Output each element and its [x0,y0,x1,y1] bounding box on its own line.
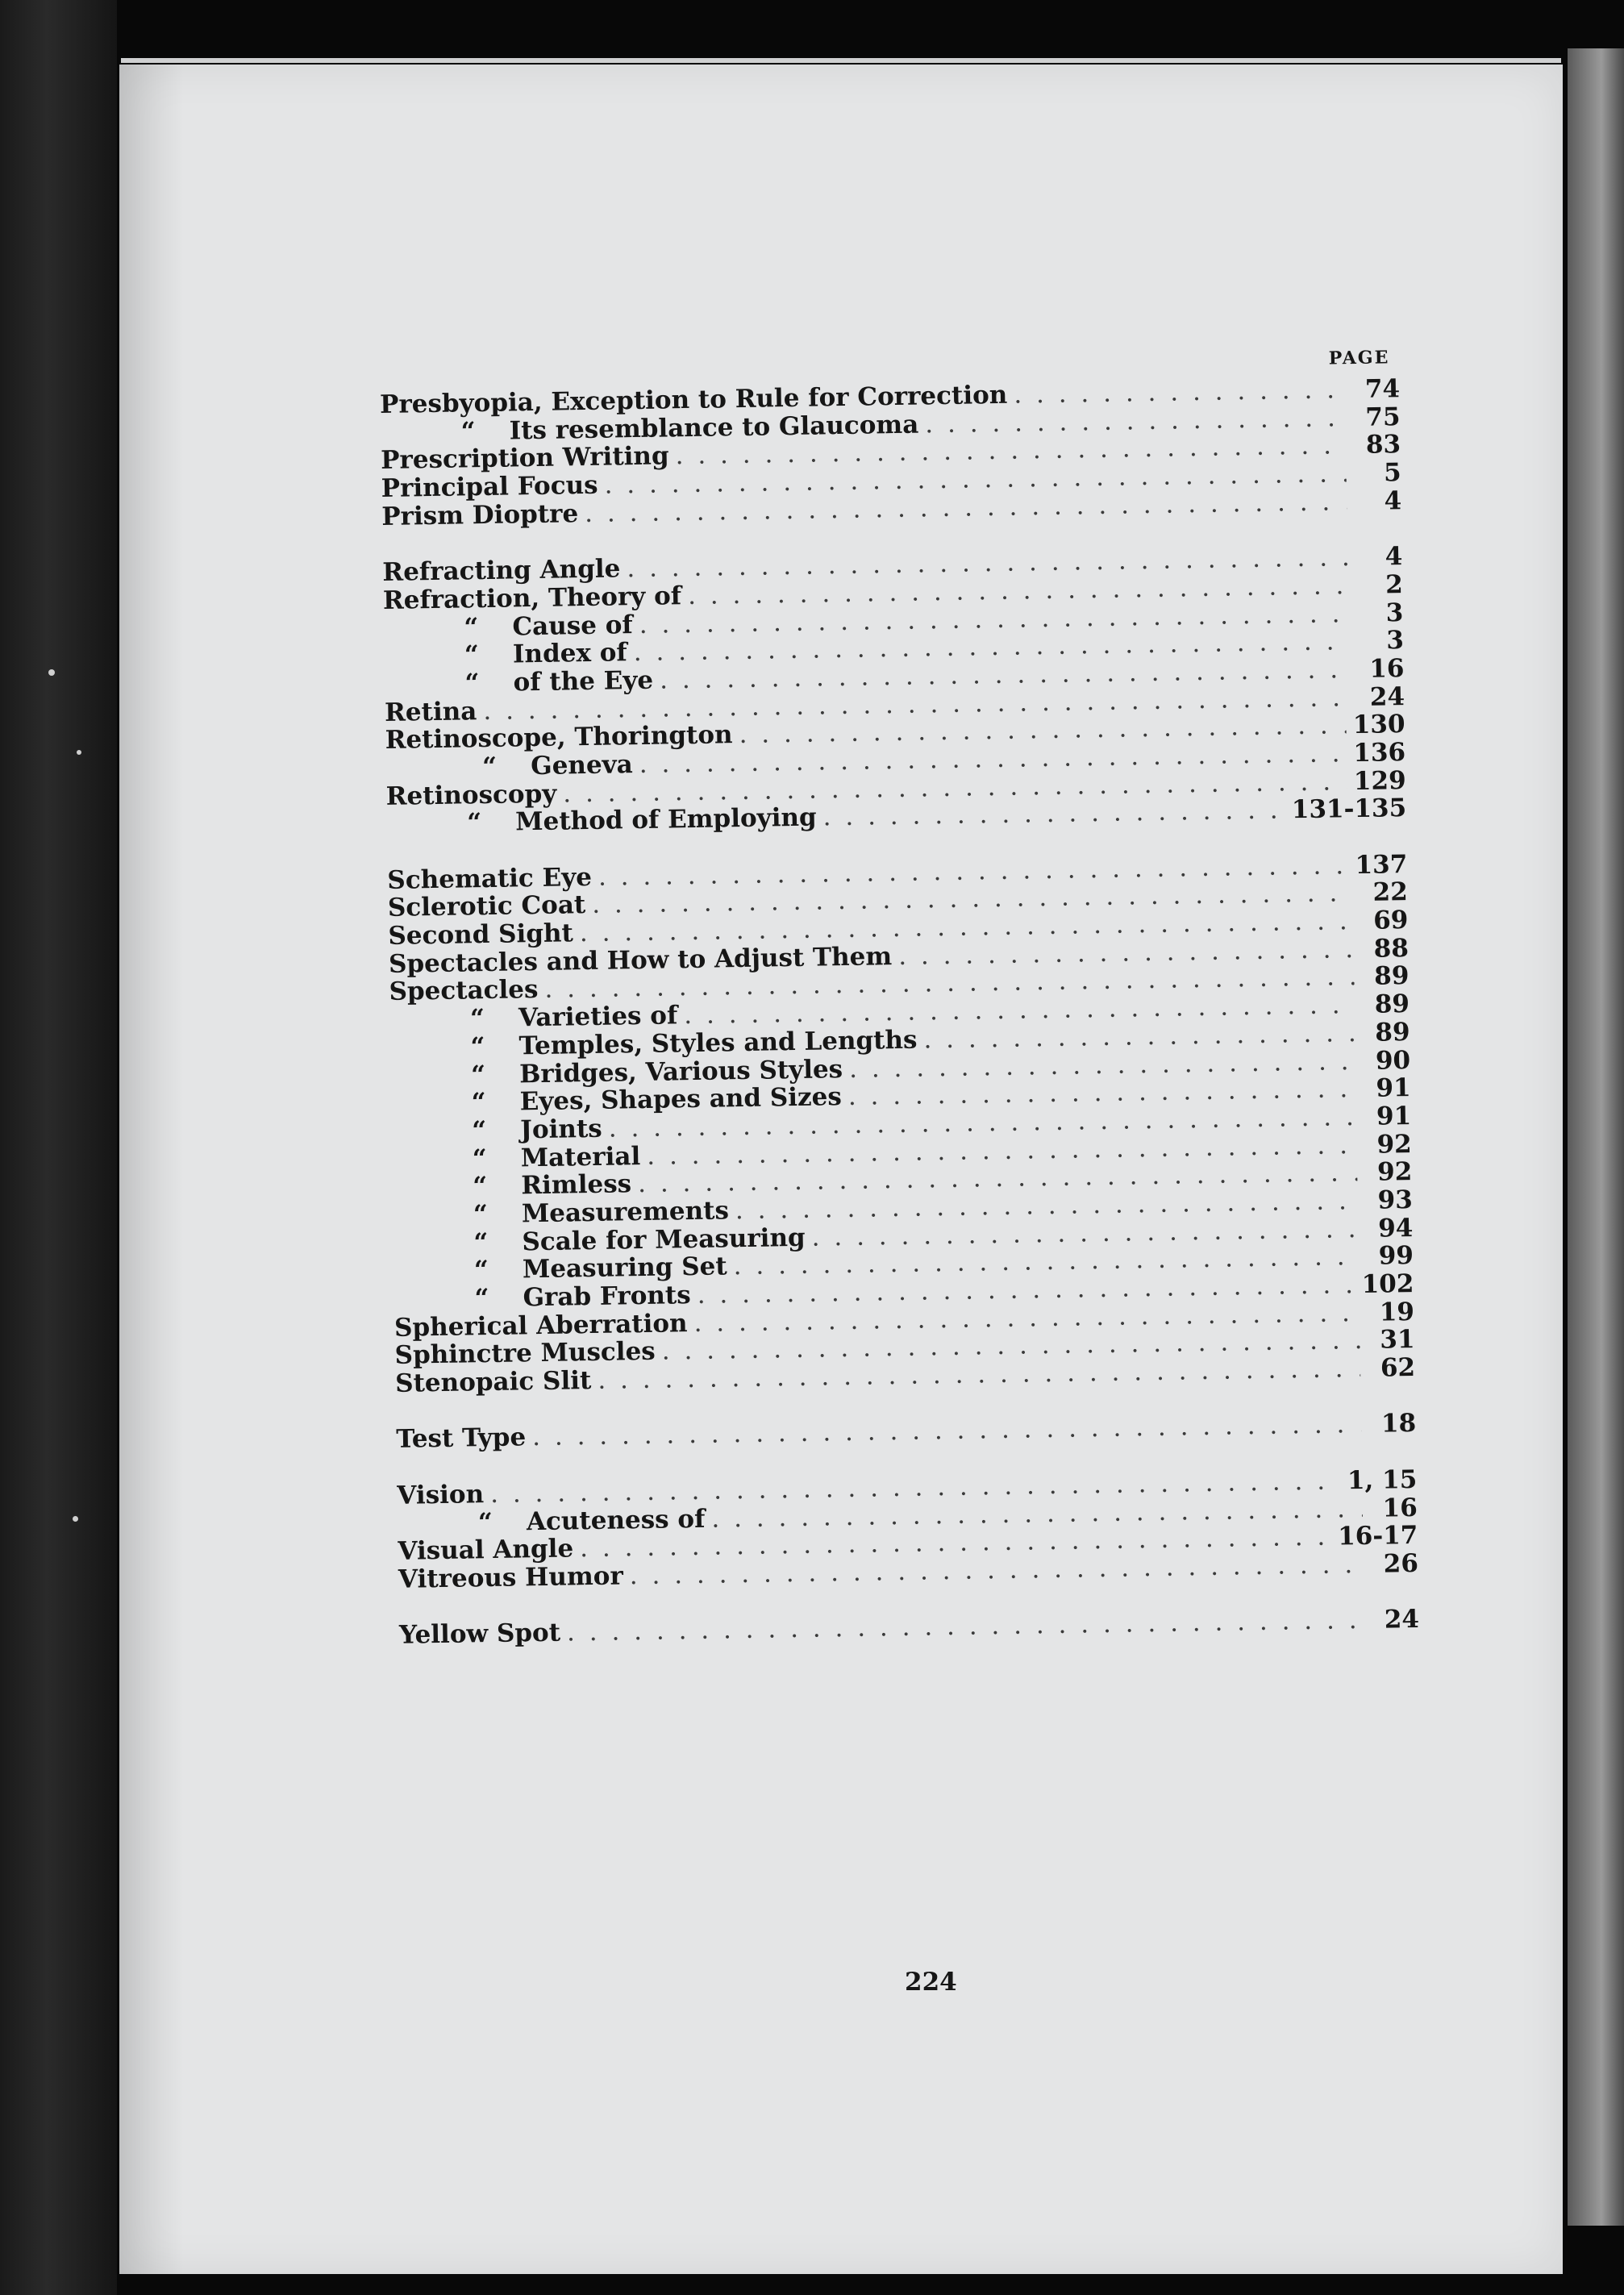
entry-page: 22 [1372,877,1409,908]
entry-page: 91 [1376,1101,1412,1131]
entry-indent [390,1055,471,1056]
entry-indent [394,1306,475,1308]
entry-page: 89 [1374,989,1410,1019]
entry-page: 18 [1380,1409,1417,1439]
entry-page: 102 [1361,1268,1414,1299]
entry-indent [385,775,482,777]
entry-label: Stenopaic Slit [394,1366,592,1398]
entry-label: Retina [384,696,477,727]
ditto-mark: “ [473,1227,489,1257]
ditto-mark: “ [474,1284,489,1314]
scan-right-border [1568,48,1624,2226]
ditto-mark: “ [464,612,479,642]
entry-label: Schematic Eye [387,862,593,895]
entry-page: 2 [1385,569,1404,600]
entry-page: 69 [1372,906,1409,935]
entry-page: 129 [1353,765,1406,796]
entry-label: Vision [397,1479,485,1510]
entry-indent [390,1083,471,1085]
entry-page: 16 [1382,1493,1418,1523]
entry-page: 16-17 [1337,1521,1418,1552]
entry-page: 24 [1384,1605,1420,1635]
entry-label: Principal Focus [381,470,598,504]
entry-indent [394,1251,474,1252]
index-entries [380,375,1419,1650]
entry-page: 4 [1384,485,1402,516]
dust-speck [77,750,81,755]
entry-indent [386,831,467,833]
ditto-mark: “ [473,1256,489,1285]
entry-page: 92 [1376,1157,1413,1187]
entry-label: Spherical Aberration [394,1308,688,1343]
entry-indent [384,664,464,665]
entry-label: Acuteness of [526,1504,706,1536]
ditto-mark: “ [473,1199,489,1230]
entry-page: 90 [1375,1045,1411,1076]
ditto-mark: “ [470,1031,485,1062]
entry-indent [389,1027,470,1028]
entry-page: 88 [1373,933,1410,964]
entry-page: 136 [1353,738,1406,768]
entry-page: 89 [1373,961,1410,992]
entry-page: 93 [1377,1185,1414,1215]
entry-page: 131-135 [1291,793,1407,825]
entry-page: 74 [1364,374,1401,404]
page-column-header: PAGE [1328,347,1390,369]
entry-page: 62 [1380,1353,1416,1383]
entry-page: 89 [1375,1017,1410,1048]
entry-label: Spectacles and How to Adjust Them [388,941,893,979]
entry-indent [394,1279,474,1281]
entry-label: Retinoscope, Thorington [385,720,733,756]
page-top-edge [121,58,1561,63]
entry-page: 26 [1383,1548,1419,1579]
entry-label: Cause of [512,610,634,641]
dust-speck [73,1516,78,1522]
entry-label: Temples, Styles and Lengths [518,1025,918,1061]
ditto-mark: “ [470,1060,486,1089]
entry-page: 1, 15 [1347,1464,1418,1496]
entry-label: Yellow Spot [398,1618,561,1651]
ditto-mark: “ [464,668,480,698]
ditto-mark: “ [467,808,482,838]
entry-label: Prescription Writing [380,441,669,476]
entry-label: Measurements [521,1196,730,1229]
ditto-mark: “ [472,1115,487,1146]
entry-label: Measuring Set [522,1252,727,1285]
entry-page: 137 [1355,849,1408,880]
ditto-mark: “ [472,1143,487,1173]
entry-indent [393,1195,473,1197]
entry-page: 3 [1386,626,1405,656]
entry-label: Sphinctre Muscles [394,1337,656,1371]
entry-label: Geneva [530,750,634,781]
entry-label: of the Eye [513,665,654,698]
scan-left-border [0,0,117,2295]
entry-indent [398,1531,478,1532]
entry-label: Second Sight [388,918,574,951]
entry-page: 83 [1365,430,1401,460]
entry-indent [391,1110,472,1112]
entry-label: Material [520,1141,641,1172]
entry-page: 5 [1383,458,1401,488]
entry-page: 24 [1369,681,1405,712]
entry-page: 130 [1352,710,1405,740]
entry-label: Spectacles [389,975,539,1007]
page-shadow [119,65,184,2274]
entry-indent [393,1222,473,1224]
entry-indent [392,1167,473,1168]
ditto-mark: “ [464,640,480,670]
entry-page: 19 [1379,1297,1415,1327]
ditto-mark: “ [469,1004,485,1034]
entry-label: Bridges, Various Styles [518,1054,843,1089]
ditto-mark: “ [471,1088,486,1118]
entry-label: Index of [512,638,628,669]
ditto-mark: “ [481,752,498,781]
entry-label: Joints [519,1114,602,1145]
entry-label: Refraction, Theory of [382,581,682,615]
entry-label: Retinoscopy [385,779,557,811]
entry-page: 31 [1380,1325,1415,1356]
entry-page: 94 [1377,1213,1414,1243]
entry-page: 3 [1385,598,1404,627]
entry-label: Scale for Measuring [522,1222,806,1256]
ditto-mark: “ [473,1172,488,1202]
entry-label: Its resemblance to Glaucoma [509,410,919,446]
entry-label: Prism Dioptre [381,498,579,531]
entry-label: Method of Employing [515,802,817,837]
entry-indent [385,691,465,693]
entry-label: Presbyopia, Exception to Rule for Correction [379,380,1008,419]
page-number: 224 [905,1968,957,1997]
entry-label: Rimless [521,1169,632,1201]
entry-page: 4 [1385,542,1403,572]
entry-page: 75 [1365,402,1401,432]
ditto-mark: “ [477,1507,493,1537]
entry-page: 99 [1378,1241,1414,1271]
entry-indent [384,635,464,637]
entry-page: 16 [1369,653,1405,684]
entry-label: Sclerotic Coat [387,890,586,923]
entry-page: 91 [1376,1073,1411,1103]
dust-speck [48,669,55,676]
entry-label: Grab Fronts [523,1281,691,1313]
entry-page: 92 [1376,1129,1412,1160]
entry-label: Vitreous Humor [398,1561,624,1594]
entry-label: Visual Angle [398,1534,574,1567]
entry-label: Varieties of [518,1001,678,1033]
entry-label: Eyes, Shapes and Sizes [519,1082,843,1117]
entry-label: Test Type [396,1422,527,1455]
ditto-mark: “ [460,416,476,447]
entry-label: Refracting Angle [382,554,621,588]
entry-indent [391,1139,472,1140]
entry-indent [381,439,461,441]
